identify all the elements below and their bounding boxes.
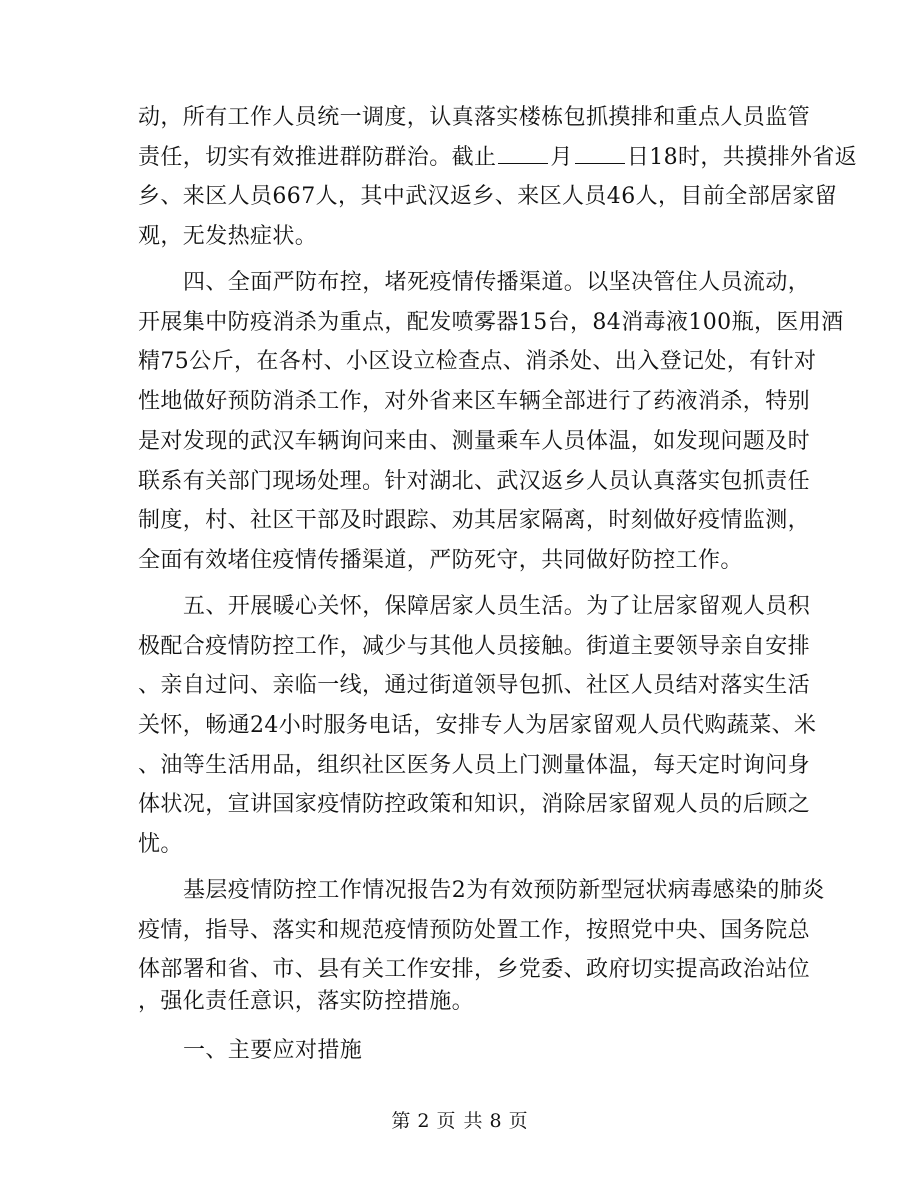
paragraph-1-line-2: [138, 138, 857, 178]
paragraph-4-line-4: ，强化责任意识，落实防控措施。: [138, 989, 475, 1014]
paragraph-2-line-1: 四、全面严防布控，堵死疫情传播渠道。以坚决管住人员流动，: [183, 270, 811, 295]
footer-prefix: 第: [391, 1110, 412, 1132]
paragraph-4-line-2: 疫情，指导、落实和规范疫情预防处置工作，按照党中央、国务院总: [138, 918, 811, 943]
blank-day: [575, 143, 625, 164]
paragraph-2-line-4: 性地做好预防消杀工作，对外省来区车辆全部进行了药液消杀，特别: [138, 389, 811, 414]
footer-total-pages: 8: [489, 1110, 503, 1132]
paragraph-4-line-3: 体部署和省、市、县有关工作安排，乡党委、政府切实提高政治站位: [138, 957, 811, 982]
footer-current-page: 2: [417, 1110, 431, 1132]
paragraph-3-line-6: 体状况，宣讲国家疫情防控政策和知识，消除居家留观人员的后顾之: [138, 792, 811, 817]
paragraph-2-line-5: 是对发现的武汉车辆询问来由、测量乘车人员体温，如发现问题及时: [138, 429, 811, 454]
paragraph-2-line-8: 全面有效堵住疫情传播渠道，严防死守，共同做好防控工作。: [138, 548, 743, 573]
paragraph-1-line-2-month: 月: [550, 145, 573, 170]
footer-middle: 页 共: [436, 1110, 484, 1132]
paragraph-2-line-7: 制度，村、社区干部及时跟踪、劝其居家隔离，时刻做好疫情监测，: [138, 508, 811, 533]
paragraph-3-line-2: 极配合疫情防控工作，减少与其他人员接触。街道主要领导亲自安排: [138, 634, 811, 659]
paragraph-1-line-1: 动，所有工作人员统一调度，认真落实楼栋包抓摸排和重点人员监管: [138, 105, 811, 130]
paragraph-1-line-3: 乡、来区人员667人，其中武汉返乡、来区人员46人，目前全部居家留: [138, 184, 838, 209]
paragraph-4-line-1: 基层疫情防控工作情况报告2为有效预防新型冠状病毒感染的肺炎: [183, 878, 825, 903]
paragraph-3-line-5: 、油等生活用品，组织社区医务人员上门测量体温，每天定时询问身: [138, 753, 811, 778]
paragraph-3-line-4: 关怀，畅通24小时服务电话，安排专人为居家留观人员代购蔬菜、米: [138, 713, 817, 738]
page-footer: [0, 1106, 920, 1136]
paragraph-1-line-2-end: 日18时，共摸排外省返: [626, 145, 858, 170]
blank-month: [498, 143, 548, 164]
paragraph-3-line-1: 五、开展暖心关怀，保障居家人员生活。为了让居家留观人员积: [183, 594, 811, 619]
paragraph-2-line-6: 联系有关部门现场处理。针对湖北、武汉返乡人员认真落实包抓责任: [138, 469, 811, 494]
paragraph-2-line-3: 精75公斤，在各村、小区设立检查点、消杀处、出入登记处，有针对: [138, 349, 817, 374]
paragraph-3-line-7: 忧。: [138, 832, 183, 857]
paragraph-5-line-1: 一、主要应对措施: [183, 1038, 363, 1063]
paragraph-1-line-4: 观，无发热症状。: [138, 224, 318, 249]
footer-suffix: 页: [508, 1110, 529, 1132]
paragraph-1-line-2-start: 责任，切实有效推进群防群治。截止: [138, 145, 497, 170]
paragraph-2-line-2: 开展集中防疫消杀为重点，配发喷雾器15台，84消毒液100瓶，医用酒: [138, 310, 844, 335]
paragraph-3-line-3: 、亲自过问、亲临一线，通过街道领导包抓、社区人员结对落实生活: [138, 673, 811, 698]
